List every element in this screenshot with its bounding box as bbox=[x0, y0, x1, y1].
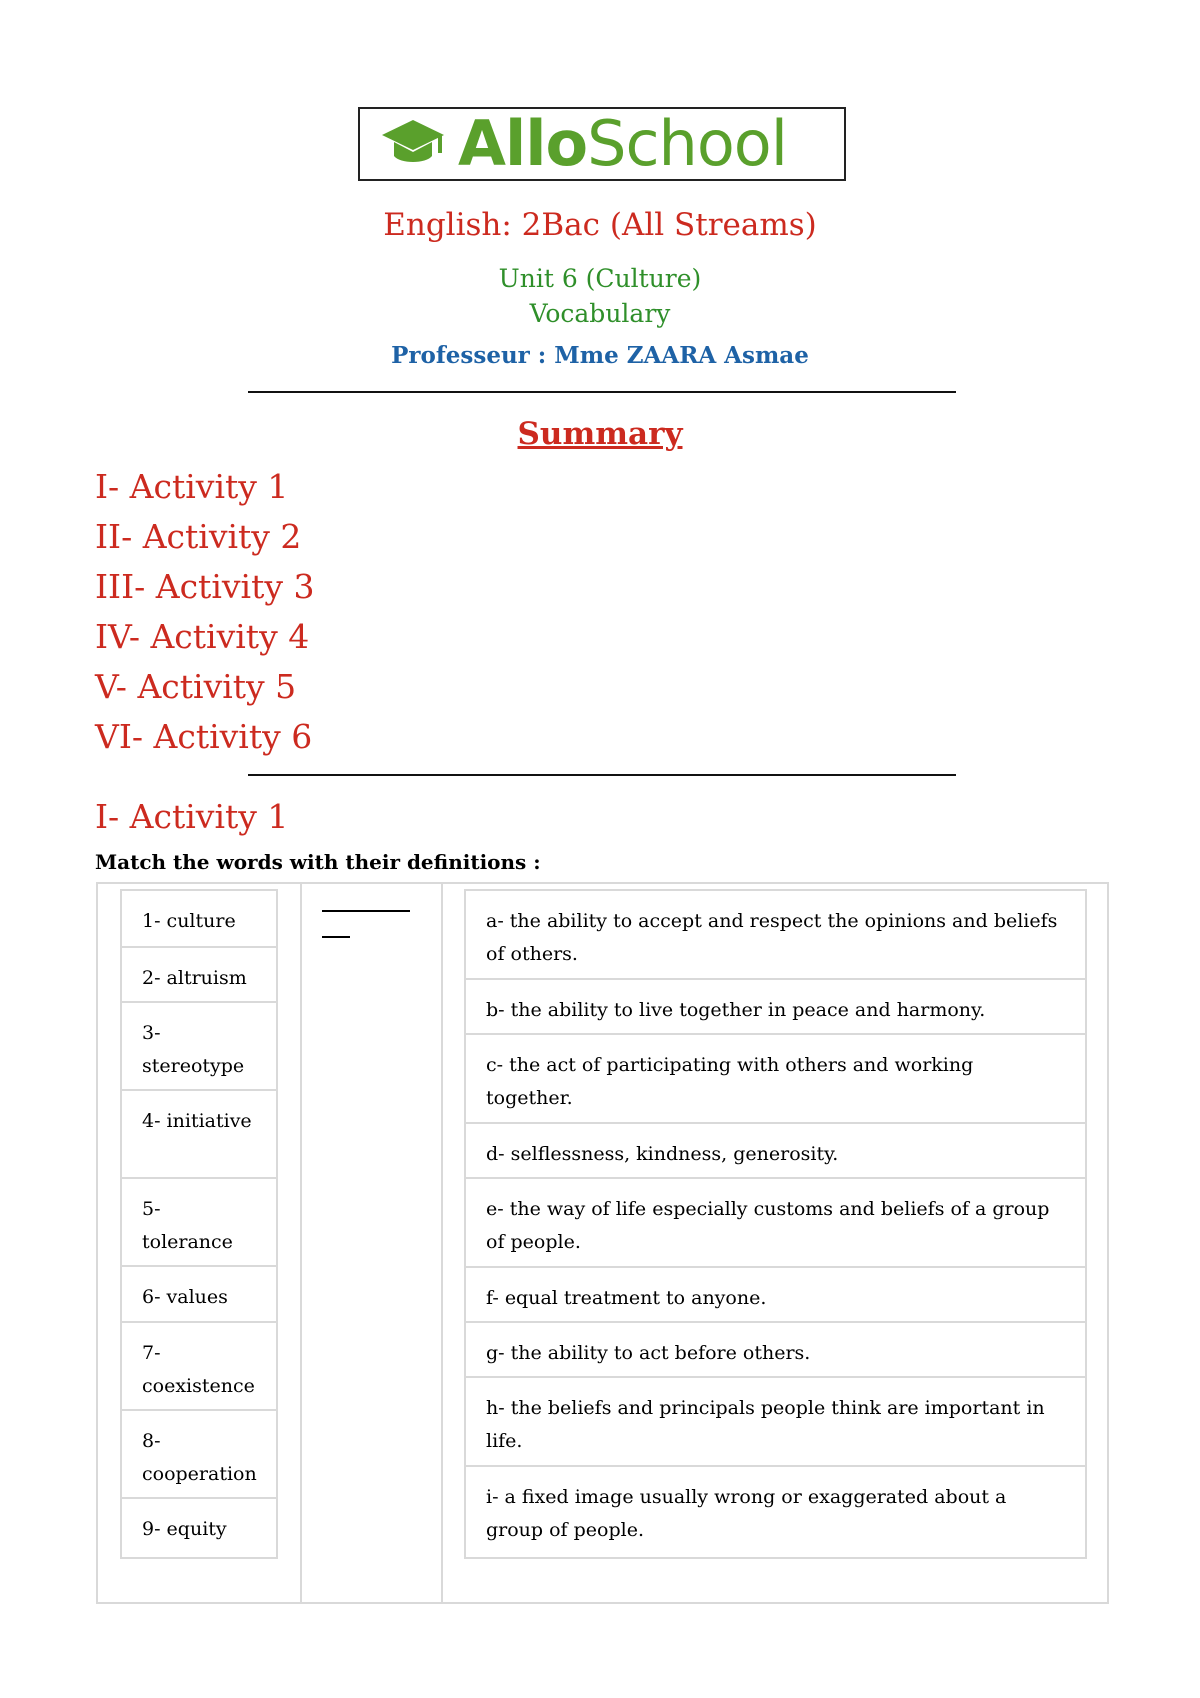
word-text: 9- equity bbox=[142, 1518, 227, 1540]
word-cell bbox=[122, 891, 276, 948]
definition-cell: a- the ability to accept and respect the opinions and beliefs of others. bbox=[466, 891, 1085, 980]
summary-item[interactable]: I- Activity 1 bbox=[95, 467, 289, 506]
logo-text-bold: Allo bbox=[458, 107, 588, 180]
divider-line bbox=[248, 774, 956, 776]
definition-cell: g- the ability to act before others. bbox=[466, 1323, 1085, 1378]
course-title: English: 2Bac (All Streams) bbox=[383, 207, 817, 243]
answer-line bbox=[322, 936, 350, 938]
summary-list bbox=[95, 462, 314, 762]
summary-item[interactable]: IV- Activity 4 bbox=[95, 617, 310, 656]
professor-name: Professeur : Mme ZAARA Asmae bbox=[391, 342, 809, 369]
word-text: 1- culture bbox=[142, 910, 236, 932]
word-cell bbox=[122, 1323, 276, 1411]
summary-item[interactable]: II- Activity 2 bbox=[95, 517, 302, 556]
definition-cell: f- equal treatment to anyone. bbox=[466, 1268, 1085, 1323]
definition-cell: i- a fixed image usually wrong or exaggerated about a group of people. bbox=[486, 1486, 1007, 1541]
matching-table bbox=[96, 882, 1109, 1604]
column-divider bbox=[441, 884, 443, 1602]
word-text: 7- coexistence bbox=[142, 1342, 255, 1397]
column-divider bbox=[300, 884, 302, 1602]
word-cell bbox=[122, 1003, 276, 1091]
definition-cell: h- the beliefs and principals people think are important in life. bbox=[466, 1378, 1085, 1467]
summary-item[interactable]: VI- Activity 6 bbox=[95, 717, 313, 756]
word-cell bbox=[122, 1091, 276, 1179]
word-text: 2- altruism bbox=[142, 967, 247, 989]
definitions-column bbox=[464, 889, 1087, 1559]
divider-line bbox=[248, 391, 956, 393]
word-cell bbox=[122, 948, 276, 1003]
word-cell bbox=[122, 1267, 276, 1323]
definition-cell: c- the act of participating with others and working together. bbox=[466, 1035, 1085, 1124]
summary-item[interactable]: III- Activity 3 bbox=[95, 567, 315, 606]
word-text: 5- tolerance bbox=[142, 1198, 233, 1253]
word-text: 6- values bbox=[142, 1286, 228, 1308]
word-text: 4- initiative bbox=[142, 1110, 252, 1132]
word-cell bbox=[122, 1179, 276, 1267]
activity-heading: I- Activity 1 bbox=[95, 797, 289, 836]
word-text: 8- cooperation bbox=[142, 1430, 257, 1485]
logo-text-regular: School bbox=[587, 107, 787, 180]
word-text: 3- stereotype bbox=[142, 1022, 245, 1077]
activity-instruction: Match the words with their definitions : bbox=[95, 850, 541, 874]
unit-title: Unit 6 (Culture) bbox=[498, 264, 702, 293]
alloschool-logo[interactable] bbox=[358, 107, 846, 181]
word-cell bbox=[122, 1499, 276, 1557]
summary-item[interactable]: V- Activity 5 bbox=[95, 667, 297, 706]
definition-cell: e- the way of life especially customs and beliefs of a group of people. bbox=[466, 1179, 1085, 1268]
logo-text bbox=[458, 107, 787, 180]
summary-title: Summary bbox=[517, 416, 683, 452]
words-column bbox=[120, 889, 278, 1559]
word-cell bbox=[122, 1411, 276, 1499]
definition-cell: d- selflessness, kindness, generosity. bbox=[466, 1124, 1085, 1179]
lesson-title: Vocabulary bbox=[529, 299, 671, 328]
answer-line bbox=[322, 910, 410, 912]
definition-cell: b- the ability to live together in peace and harmony. bbox=[466, 980, 1085, 1035]
graduation-cap-icon bbox=[380, 118, 446, 170]
answer-blank[interactable] bbox=[322, 896, 422, 938]
